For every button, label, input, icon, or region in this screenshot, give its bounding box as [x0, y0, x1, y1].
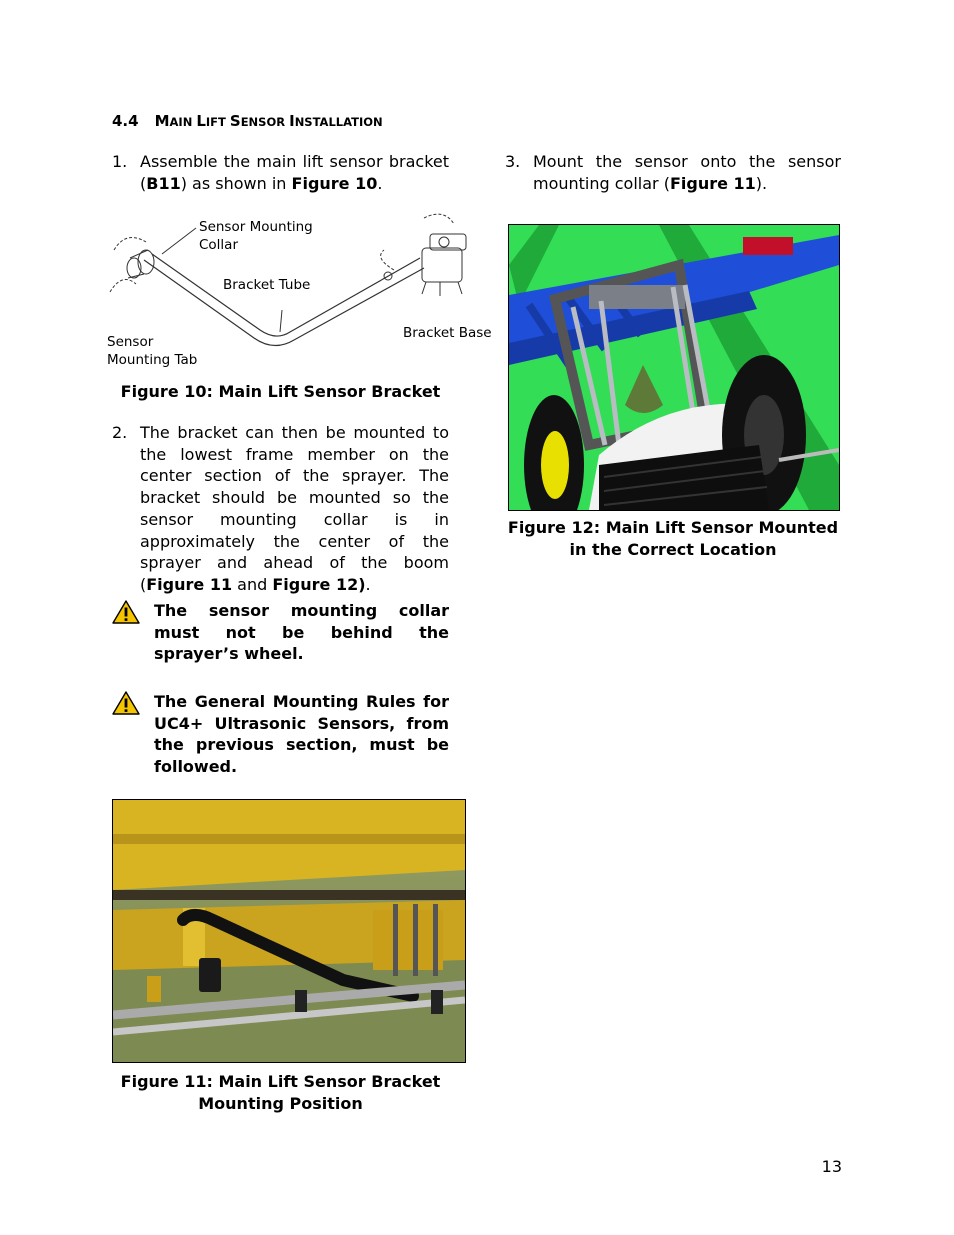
warning-1: The sensor mounting collar must not be behind the sprayer’s wheel. — [112, 600, 449, 665]
figure-11-caption: Figure 11: Main Lift Sensor Bracket Mounting Position — [120, 1072, 441, 1113]
figure-10-caption: Figure 10: Main Lift Sensor Bracket — [120, 382, 441, 401]
label-sensor-mounting-collar: Sensor Mounting Collar — [199, 219, 313, 253]
warning-2: The General Mounting Rules for UC4+ Ultrasonic Sensors, from the previous section, must be followed. — [112, 691, 449, 778]
label-bracket-base: Bracket Base — [403, 325, 492, 341]
warning-triangle-icon — [112, 691, 154, 778]
step-1: 1. Assemble the main lift sensor bracket (B11) as shown in Figure 10. — [112, 152, 449, 193]
label-sensor-mounting-tab: Sensor Mounting Tab — [107, 334, 198, 368]
section-number: 4.4 — [112, 112, 139, 130]
figure-11-photo — [112, 799, 466, 1063]
label-bracket-tube: Bracket Tube — [223, 277, 311, 293]
section-heading: 4.4 MAIN LIFT SENSOR INSTALLATION — [112, 112, 383, 130]
warning-triangle-icon — [112, 600, 154, 665]
step-2: 2. The bracket can then be mounted to the lowest frame member on the center section of the sprayer. The bracket should be mounted so the sensor mounting collar is in approximately the center of the sprayer and ahead of the boom (Figure 11 and Figure 12). — [112, 423, 449, 594]
figure-12-caption: Figure 12: Main Lift Sensor Mounted in the Correct Location — [507, 518, 839, 559]
page-number: 13 — [821, 1157, 842, 1176]
figure-12-render — [508, 224, 840, 511]
step-3: 3. Mount the sensor onto the sensor mounting collar (Figure 11). — [505, 152, 841, 193]
